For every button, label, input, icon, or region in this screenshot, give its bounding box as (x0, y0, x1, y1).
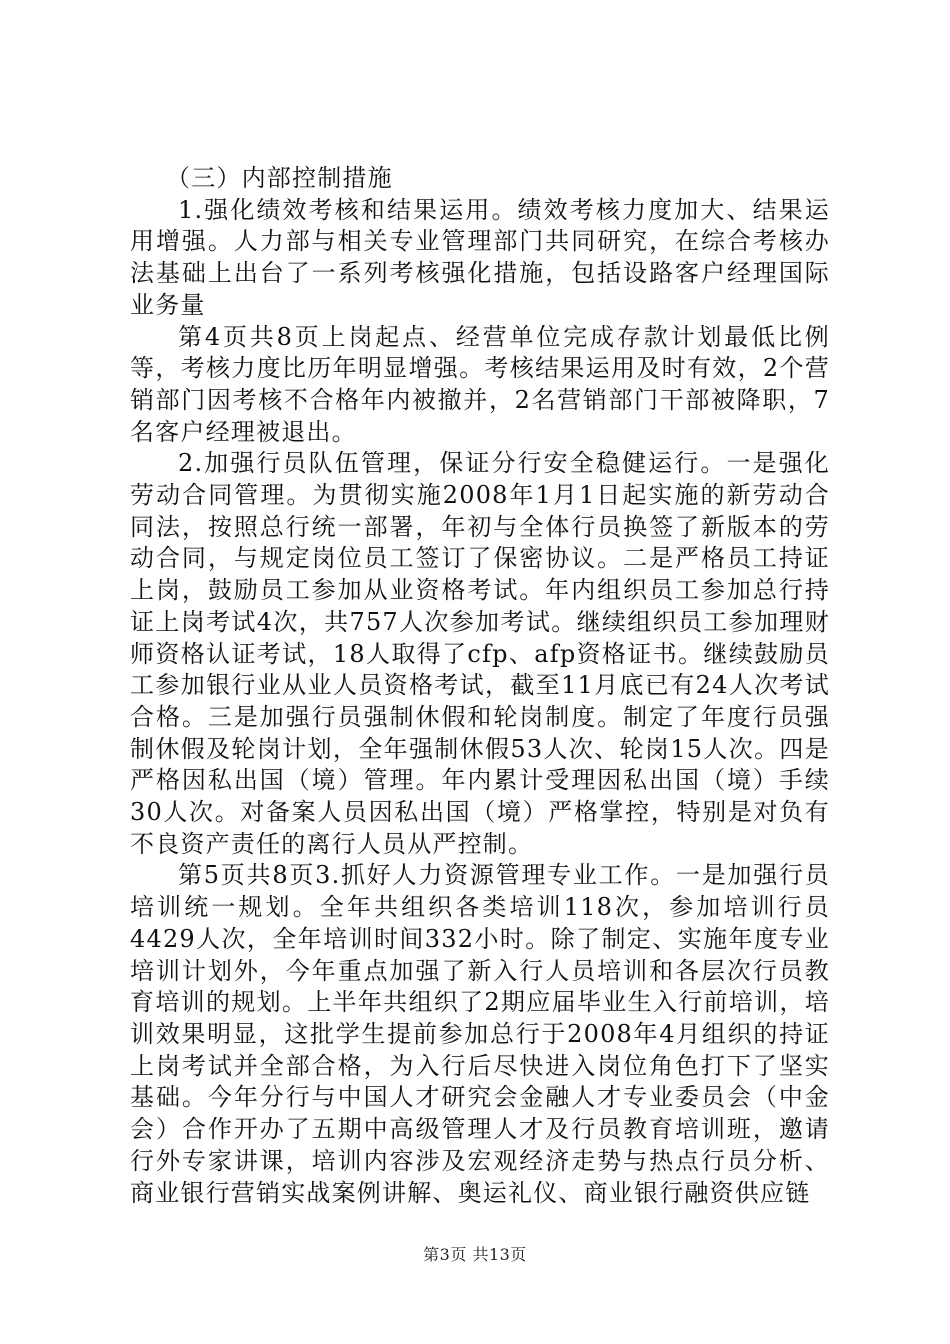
paragraph-hr-training: 第5页共8页3.抓好人力资源管理专业工作。一是加强行员培训统一规划。全年共组织各类培训118次，参加培训行员4429人次，全年培训时间332小时。除了制定、实施年度专业培训计划外，今年重点加强了新入行人员培训和各层次行员教育培训的规划。上半年共组织了2期应届毕业生入行前培训，培训效果明显，这批学生提前参加总行于2008年4月组织的持证上岗考试并全部合格，为入行后尽快进入岗位角色打下了坚实基础。今年分行与中国人才研究会金融人才专业委员会（中金会）合作开办了五期中高级管理人才及行员教育培训班，邀请行外专家讲课，培训内容涉及宏观经济走势与热点行员分析、商业银行营销实战案例讲解、奥运礼仪、商业银行融资供应链 (130, 861, 830, 1207)
page-number-footer: 第3页 共13页 (423, 1245, 527, 1264)
section-heading: （三）内部控制措施 (166, 164, 393, 192)
paragraph-staff-management: 2.加强行员队伍管理，保证分行安全稳健运行。一是强化劳动合同管理。为贯彻实施2008年1月1日起实施的新劳动合同法，按照总行统一部署，年初与全体行员换签了新版本的劳动合同，与规定岗位员工签订了保密协议。二是严格员工持证上岗，鼓励员工参加从业资格考试。年内组织员工参加总行持证上岗考试4次，共757人次参加考试。继续组织员工参加理财师资格认证考试，18人取得了cfp、afp资格证书。继续鼓励员工参加银行业从业人员资格考试，截至11月底已有24人次考试合格。三是加强行员强制休假和轮岗制度。制定了年度行员强制休假及轮岗计划，全年强制休假53人次、轮岗15人次。四是严格因私出国（境）管理。年内累计受理因私出国（境）手续30人次。对备案人员因私出国（境）严格掌控，特别是对负有不良资产责任的离行人员从严控制。 (130, 449, 830, 858)
document-body (130, 163, 830, 1209)
paragraph-performance-assessment: 1.强化绩效考核和结果运用。绩效考核力度加大、结果运用增强。人力部与相关专业管理部门共同研究，在综合考核办法基础上出台了一系列考核强化措施，包括设路客户经理国际业务量 (130, 195, 830, 319)
paragraph-assessment-results: 第4页共8页上岗起点、经营单位完成存款计划最低比例等，考核力度比历年明显增强。考核结果运用及时有效，2个营销部门因考核不合格年内被撤并，2名营销部门干部被降职，7名客户经理被退出。 (130, 322, 830, 446)
